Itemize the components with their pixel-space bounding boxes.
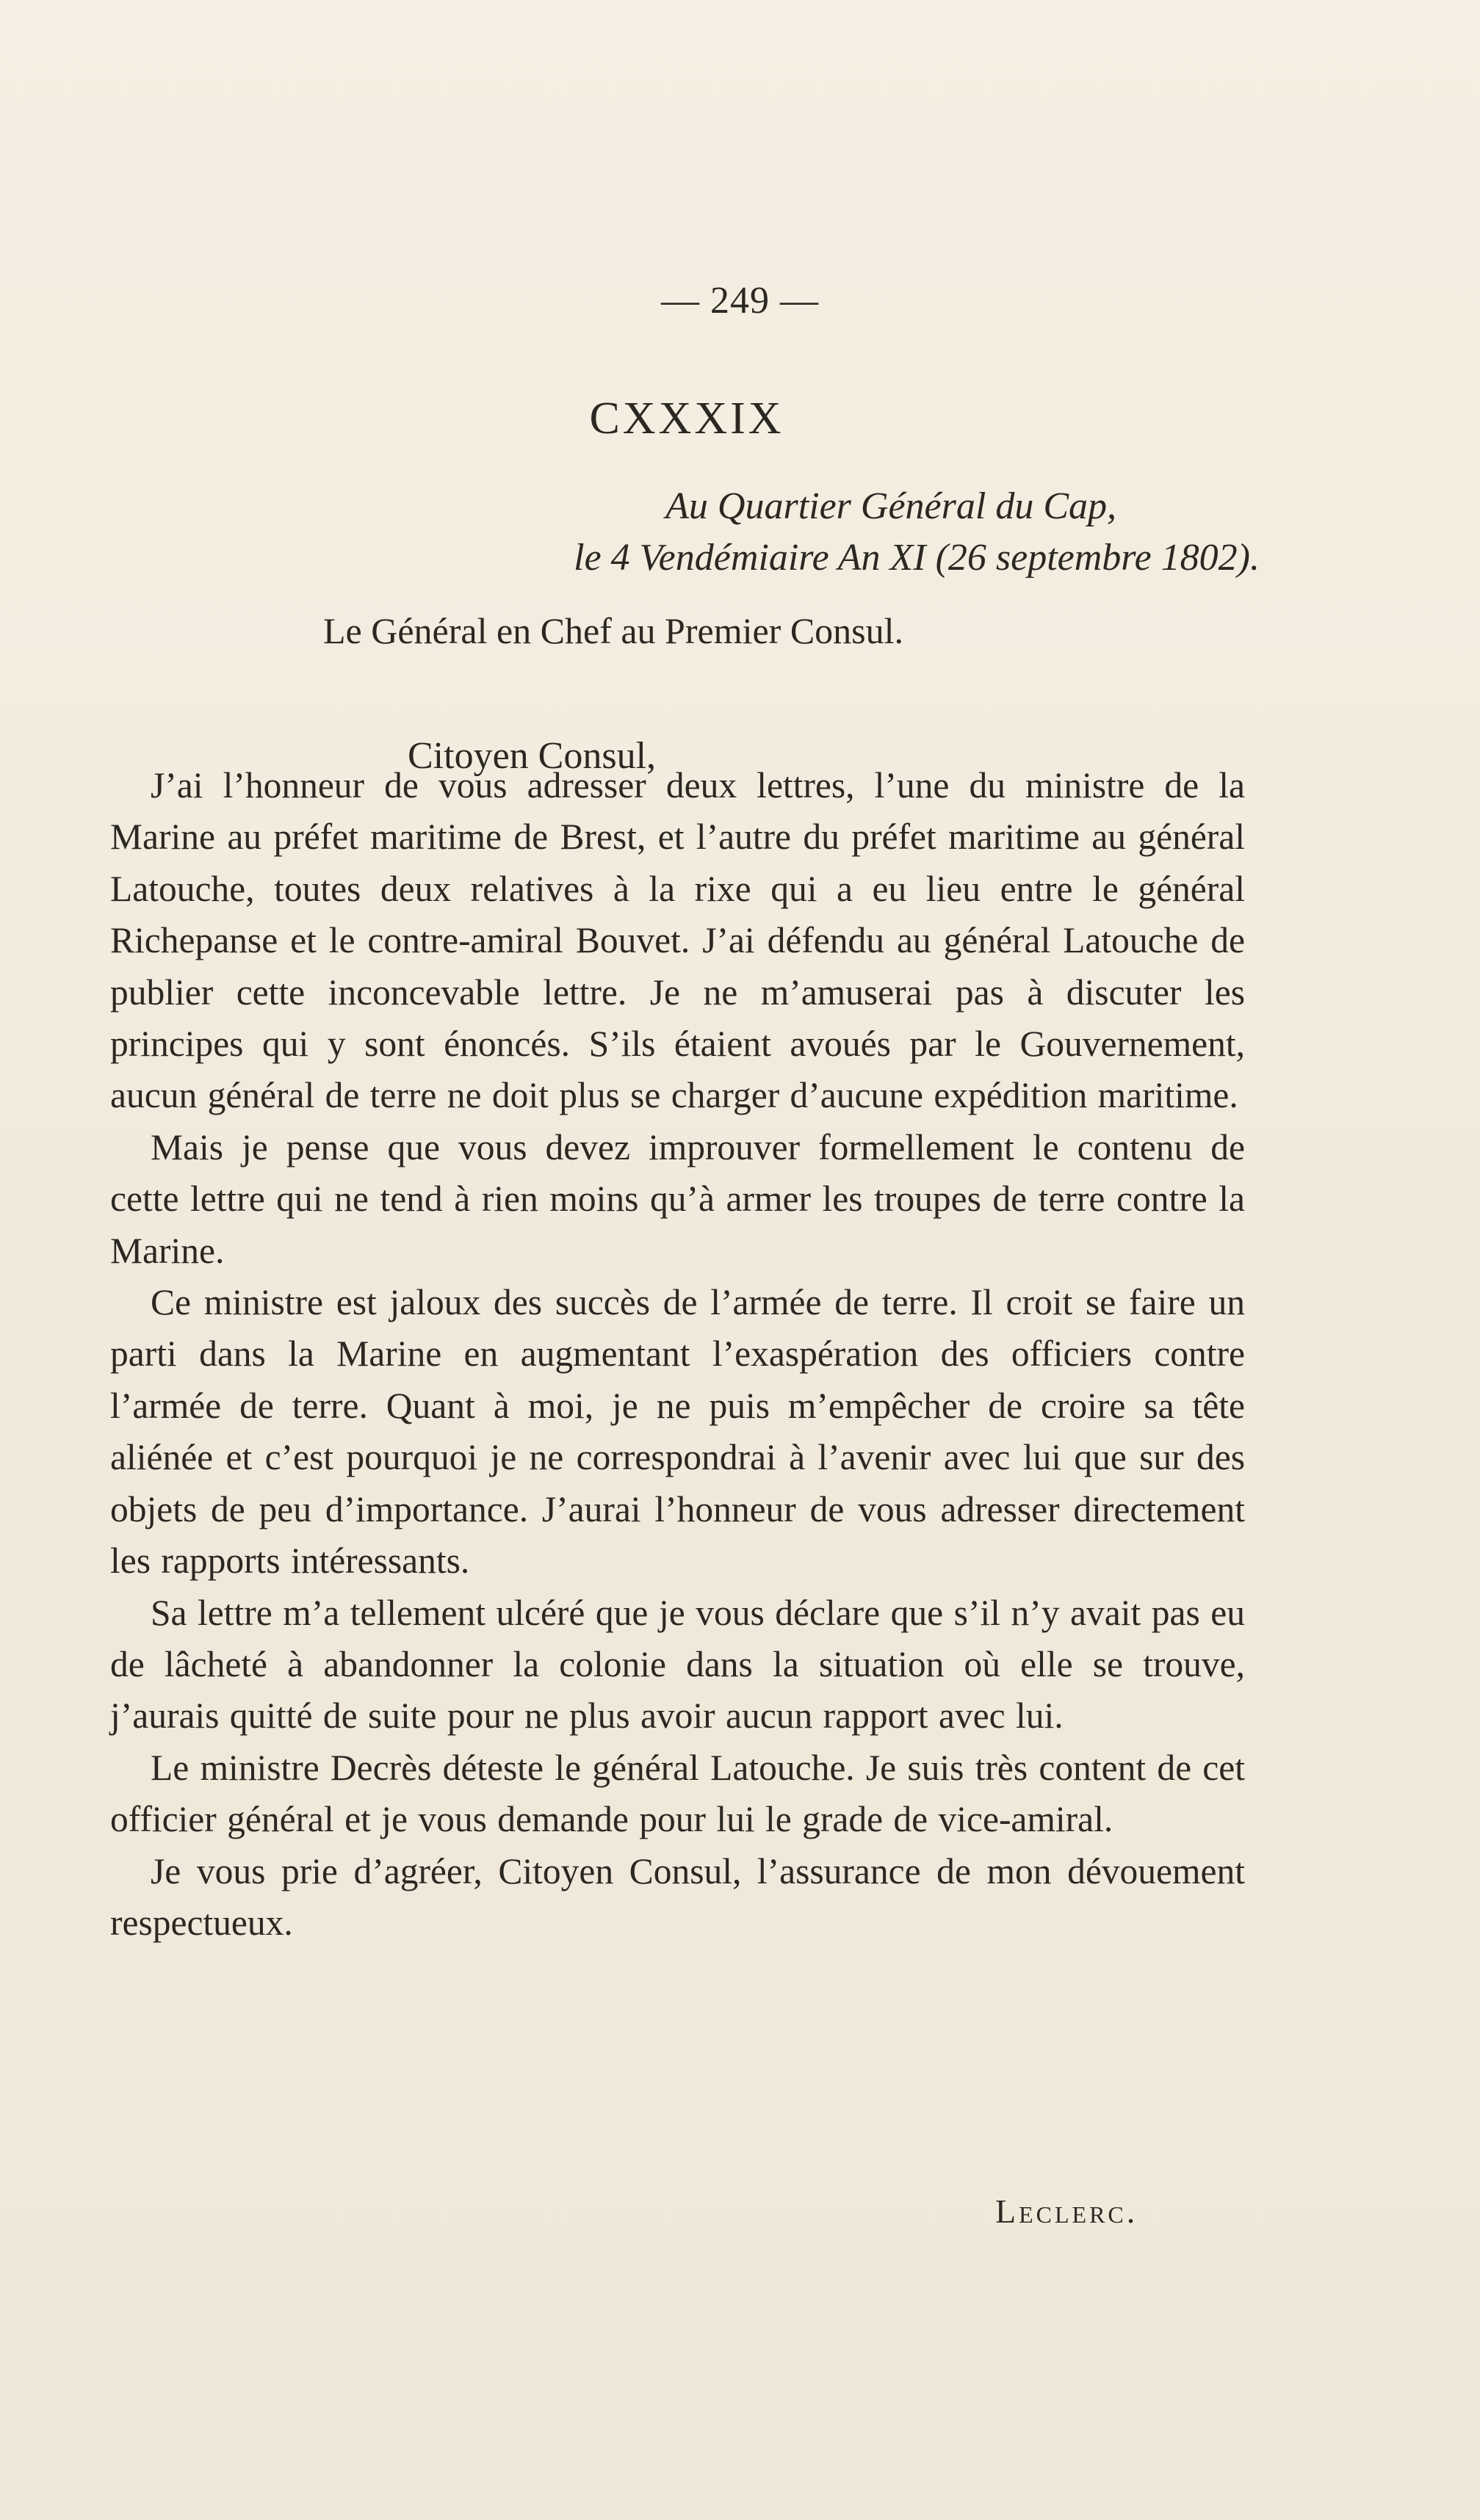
letter-body — [110, 760, 1245, 1949]
salutation: Citoyen Consul, — [408, 735, 657, 777]
dateline-date: le 4 Vendémiaire An XI (26 septembre 1802). — [574, 537, 1260, 579]
paragraph-1: J’ai l’honneur de vous adresser deux lettres, l’une du ministre de la Marine au préfet maritime de Brest, et l’autre du préfet maritime au général Latouche, toutes deux relatives à la rixe qui a eu lieu entre le général Richepanse et le contre-amiral Bouvet. J’ai défendu au général Latouche de publier cette inconcevable lettre. Je ne m’amuserai pas à discuter les principes qui y sont énoncés. S’ils étaient avoués par le Gouvernement, aucun général de terre ne doit plus se charger d’aucune expédition maritime. — [110, 765, 1245, 1116]
signature: Leclerc. — [995, 2193, 1138, 2230]
paragraph-5: Le ministre Decrès déteste le général Latouche. Je suis très content de cet officier général et je vous demande pour lui le grade de vice-amiral. — [110, 1747, 1245, 1840]
page-number: — 249 — — [661, 280, 819, 322]
paragraph-6: Je vous prie d’agréer, Citoyen Consul, l’assurance de mon dévouement respectueux. — [110, 1850, 1245, 1943]
paragraph-3: Ce ministre est jaloux des succès de l’armée de terre. Il croit se faire un parti dans la Marine en augmentant l’exaspération des officiers contre l’armée de terre. Quant à moi, je ne puis m’empêcher de croire sa tête aliénée et c’est pourquoi je ne correspondrai à l’avenir avec lui que sur des objets de peu d’importance. J’aurai l’honneur de vous adresser directement les rapports intéressants. — [110, 1282, 1245, 1582]
paragraph-2: Mais je pense que vous devez improuver formellement le contenu de cette lettre qui ne tend à rien moins qu’à armer les troupes de terre contre la Marine. — [110, 1126, 1245, 1271]
letter-heading: Le Général en Chef au Premier Consul. — [323, 610, 904, 651]
paragraph-4: Sa lettre m’a tellement ulcéré que je vous déclare que s’il n’y avait pas eu de lâcheté à abandonner la colonie dans la situation où elle se trouve, j’aurais quitté de suite pour ne plus avoir aucun rapport avec lui. — [110, 1592, 1245, 1737]
dateline-place: Au Quartier Général du Cap, — [665, 485, 1116, 527]
chapter-number: CXXXIX — [589, 394, 784, 443]
